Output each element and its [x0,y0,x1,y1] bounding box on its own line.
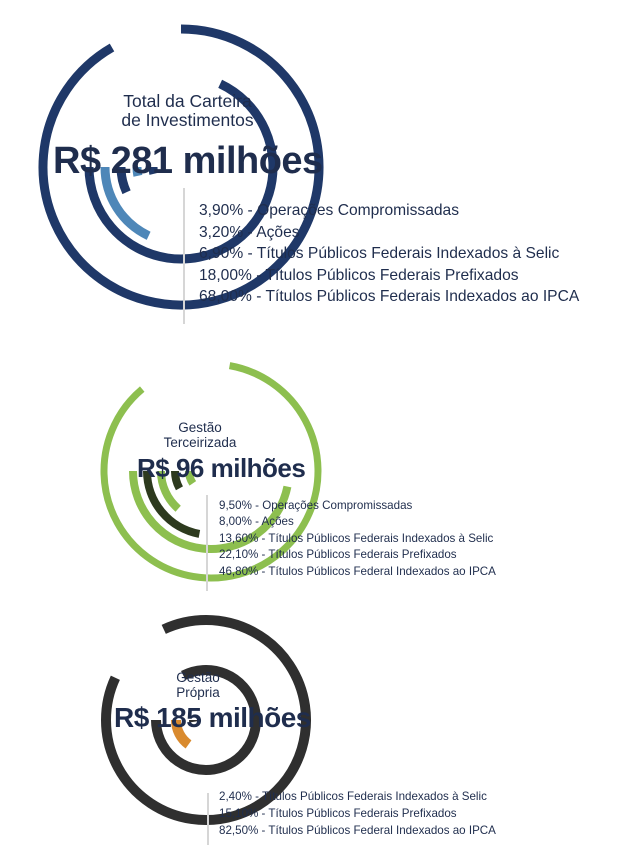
legend-percent: 82,50% [219,824,259,837]
legend [199,200,579,308]
legend-percent: 22,10% [219,548,259,562]
legend-percent: 68,00% [199,288,252,306]
legend-divider [183,188,185,324]
total-amount: R$ 96 milhões [137,453,306,483]
legend-label: Títulos Públicos Federais Prefixados [268,807,457,820]
legend-percent: 3,20% [199,223,244,241]
legend-percent: 18,00% [199,266,252,284]
legend-label: Títulos Públicos Federal Indexados ao IPCA [268,564,496,578]
legend-percent: 6,90% [199,245,244,263]
legend-item: 3,20% - Ações [199,223,300,241]
title-text [121,91,253,130]
chart-title [168,671,228,700]
legend-percent: 15,10% [219,807,259,820]
legend-item: 18,00% - Títulos Públicos Federais Prefixados [199,266,519,284]
legend-percent: 3,90% [199,202,244,219]
title-line: Gestão [176,670,220,685]
legend-percent: 46,80% [219,564,259,578]
total-amount: R$ 185 milhões [114,702,311,733]
chart-title [105,92,270,130]
legend-label: Títulos Públicos Federal Indexados ao IPCA [268,824,496,837]
legend-label: Títulos Públicos Federais Indexados ao IPCA [265,288,580,306]
legend-item: 82,50% - Títulos Públicos Federal Indexados ao IPCA [219,824,496,837]
title-line: Terceirizada [163,434,237,450]
legend-item: 46,80% - Títulos Públicos Federal Indexados ao IPCA [219,564,496,578]
legend-item: 3,90% - Operações Compromissadas [199,202,460,219]
legend-item: 8,00% - Ações [219,515,294,529]
legend-divider [207,793,209,845]
title-line: de Investimentos [121,109,254,130]
legend [219,788,496,839]
legend-item: 68,00% - Títulos Públicos Federais Indexados ao IPCA [199,288,580,306]
legend [219,498,496,580]
legend-percent: 8,00% [219,515,252,529]
legend-label: Ações [256,223,300,241]
legend-label: Ações [261,515,294,529]
title-text [164,420,237,450]
legend-item: 6,90% - Títulos Públicos Federais Indexados à Selic [199,245,560,263]
legend-percent: 2,40% [219,790,252,803]
legend-label: Operações Compromissadas [262,499,413,512]
legend-divider [206,495,208,591]
legend-label: Títulos Públicos Federais Indexados à Selic [256,245,560,263]
legend-item: 13,60% - Títulos Públicos Federais Indexados à Selic [219,531,494,545]
legend-label: Operações Compromissadas [257,202,460,219]
chart-own-management [0,615,637,866]
legend-label: Títulos Públicos Federais Prefixados [265,266,519,284]
legend-item: 2,40% - Títulos Públicos Federais Indexados à Selic [219,790,487,803]
chart-outsourced-management [0,365,637,605]
legend-percent: 9,50% [219,499,252,512]
legend-label: Títulos Públicos Federais Prefixados [268,548,457,562]
legend-label: Títulos Públicos Federais Indexados à Selic [268,531,494,545]
title-line: Gestão [178,420,222,435]
legend-item: 9,50% - Operações Compromissadas [219,499,413,512]
legend-item: 15,10% - Títulos Públicos Federais Prefixados [219,807,457,820]
chart-title [150,421,250,450]
legend-percent: 13,60% [219,531,259,545]
title-text [176,670,220,700]
legend-label: Títulos Públicos Federais Indexados à Selic [261,790,487,803]
title-line: Própria [176,684,220,700]
legend-item: 22,10% - Títulos Públicos Federais Prefixados [219,548,457,562]
total-amount: R$ 281 milhões [53,140,323,182]
chart-total-portfolio [0,0,637,330]
title-line: Total da Carteira [123,91,252,111]
